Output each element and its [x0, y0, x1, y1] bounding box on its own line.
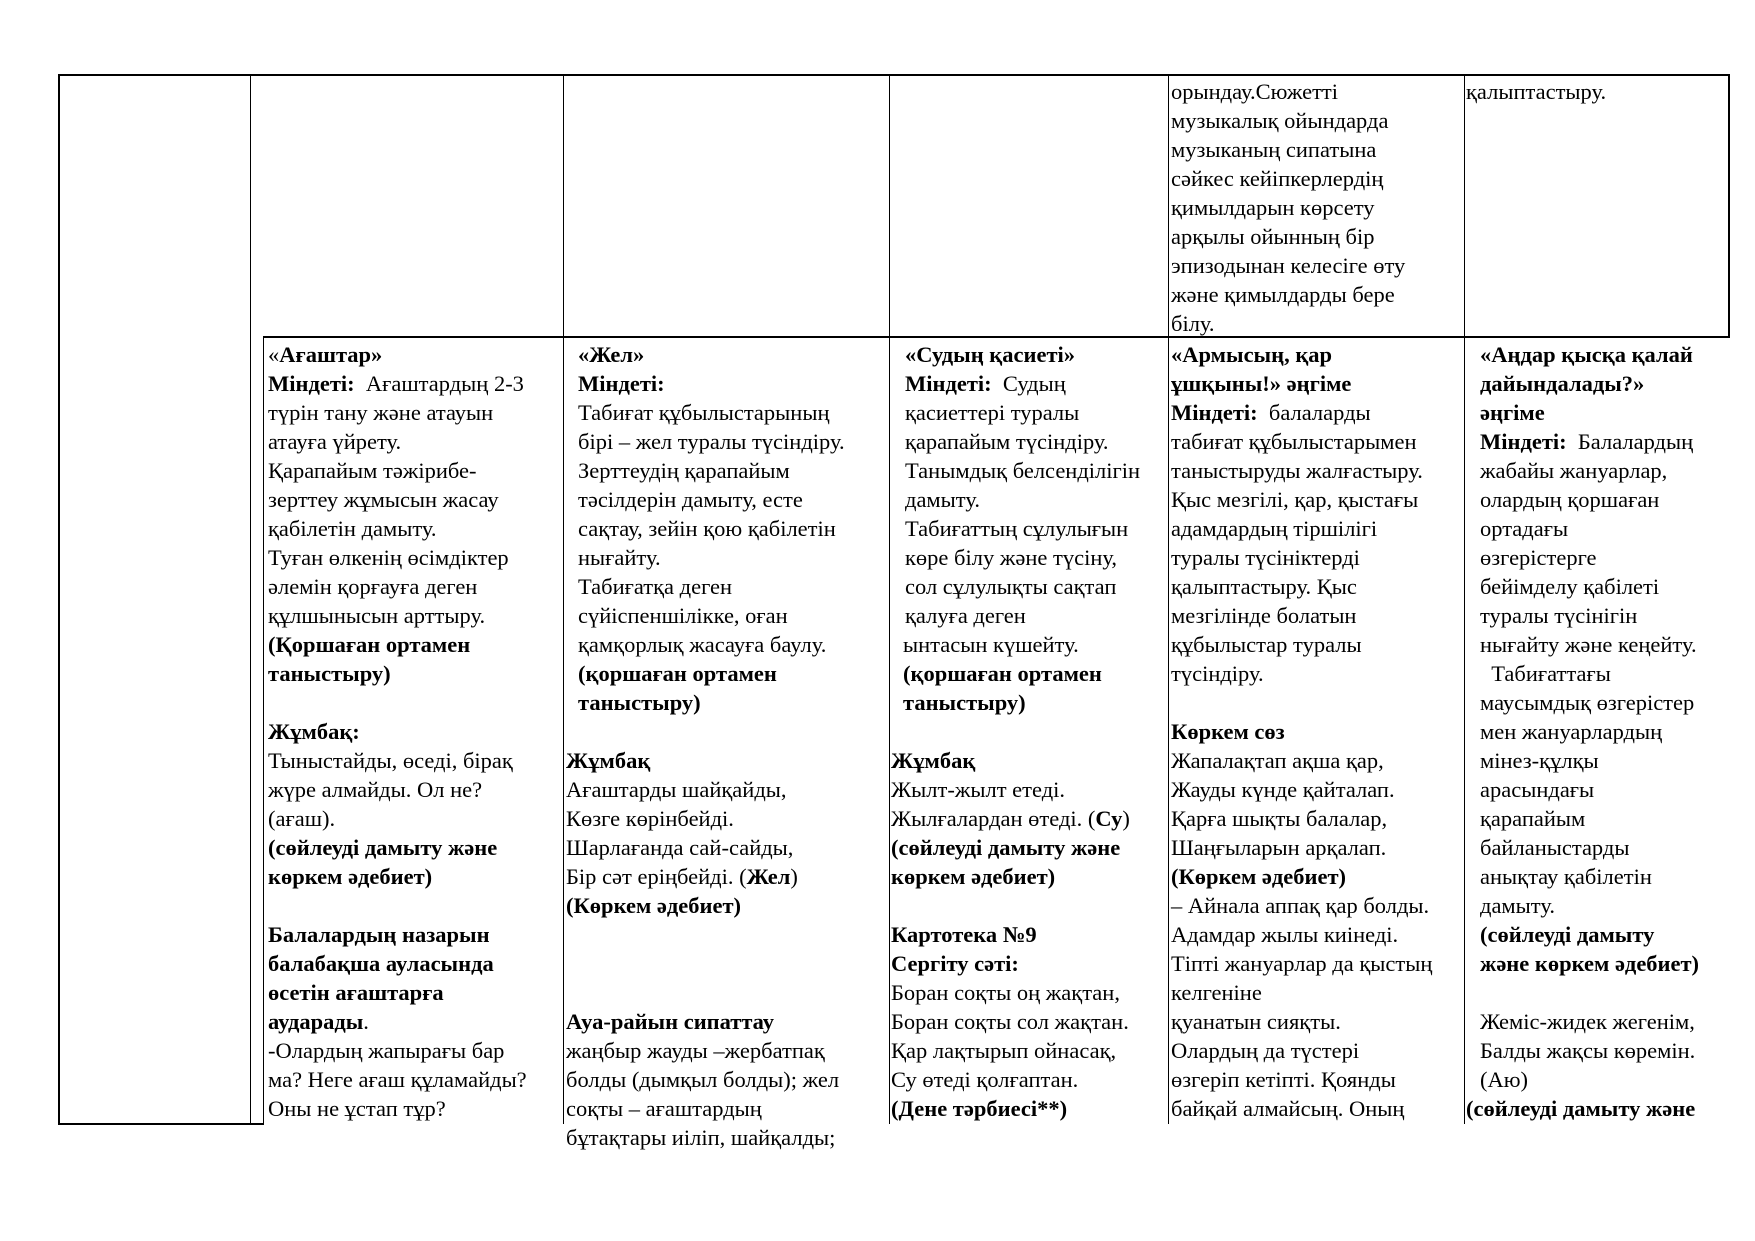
task-label: Міндеті: [578, 371, 665, 396]
subject-line: (Көркем әдебиет) [566, 893, 742, 918]
riddle-answer-line: Жылғалардан өтеді. (Су) [891, 806, 1130, 831]
text-line: қабілетін дамыту. [268, 516, 437, 541]
lesson-trees [268, 340, 527, 1123]
text-line: сол сұлулықты сақтап [905, 574, 1117, 599]
subject-line: таныстыру) [578, 690, 701, 715]
text-line: көре білу және түсіну, [905, 545, 1118, 570]
text-line: адамдардың тіршілігі [1171, 516, 1378, 541]
text-line: Жеміс-жидек жегенім, [1480, 1009, 1695, 1034]
text-line: бейімделу қабілеті [1480, 574, 1660, 599]
text-line: тәсілдерін дамыту, есте [578, 487, 803, 512]
text-line: түрін тану және атауын [268, 400, 494, 425]
lesson-title: «Жел» [578, 342, 645, 367]
lesson-wind [566, 340, 845, 1152]
text-line: өзгерістерге [1480, 545, 1597, 570]
text-line: құлшынысын арттыру. [268, 603, 486, 628]
text-line: Қарапайым тәжірибе- [268, 458, 477, 483]
text-line: Табиғатқа деген [578, 574, 733, 599]
text-line: эпизодынан келесіге өту [1171, 253, 1406, 278]
text-line: ынтасын күшейту. [903, 632, 1079, 657]
text-line: анықтау қабілетін [1480, 864, 1652, 889]
text-line: қарапайым [1480, 806, 1586, 831]
subject-line: (сөйлеуді дамыту және [268, 835, 498, 860]
text-line: -Олардың жапырағы бар [268, 1038, 505, 1063]
lesson-title: әңгіме [1480, 400, 1545, 425]
exercise-label: Сергіту сәті: [891, 951, 1019, 976]
subject-line: (қоршаған ортамен [578, 661, 777, 686]
table-top-border [58, 74, 1729, 76]
text-line: қалуға деген [905, 603, 1026, 628]
column-divider-5 [1168, 74, 1169, 1124]
subject-line: (Қоршаған ортамен [268, 632, 471, 657]
text-line: – Айнала аппақ қар болды. [1171, 893, 1430, 918]
column-divider-1b [250, 74, 251, 338]
riddle-label: Жұмбақ [891, 748, 976, 773]
text-line: Су өтеді қолғаптан. [891, 1067, 1079, 1092]
text-line: Табиғаттағы [1480, 661, 1611, 686]
text-line: Жылт-жылт етеді. [891, 777, 1066, 802]
text-line: түсіндіру. [1171, 661, 1264, 686]
text-line: білу. [1171, 311, 1215, 336]
riddle-answer-line: Бір сәт еріңбейді. (Жел) [566, 864, 798, 889]
text-line: дамыту. [905, 487, 980, 512]
riddle-label: Жұмбақ: [268, 719, 360, 744]
table-bottom-left-border [58, 1123, 264, 1125]
lesson-title: ұшқыны!» әңгіме [1171, 371, 1352, 396]
text-line: қалыптастыру. [1466, 79, 1607, 104]
text-line: жабайы жануарлар, [1480, 458, 1668, 483]
text-line: Туған өлкенің өсімдіктер [268, 545, 509, 570]
text-line: Адамдар жылы киінеді. [1171, 922, 1399, 947]
text-line: мен жануарлардың [1480, 719, 1663, 744]
text-line: сүйіспеншілікке, оған [578, 603, 788, 628]
text-line: олардың қоршаған [1480, 487, 1660, 512]
text-line: бірі – жел туралы түсіндіру. [578, 429, 845, 454]
text-line: қарапайым түсіндіру. [905, 429, 1109, 454]
lesson-animals [1466, 340, 1699, 1123]
row-divider [263, 336, 1730, 338]
text-line: Шаңғыларын арқалап. [1171, 835, 1387, 860]
text-line: байланыстарды [1480, 835, 1630, 860]
text-line: сақтау, зейін қою қабілетін [578, 516, 836, 541]
text-line: туралы түсінігін [1480, 603, 1638, 628]
subject-line: (сөйлеуді дамыту және [891, 835, 1121, 860]
table-left-border [58, 74, 60, 1124]
subject-line: (сөйлеуді дамыту [1480, 922, 1655, 947]
text-line: нығайту. [578, 545, 661, 570]
task-line: Міндеті: Балалардың [1480, 429, 1694, 454]
text-line: Табиғаттың сұлулығын [905, 516, 1129, 541]
text-line: Табиғат құбылыстарының [578, 400, 830, 425]
lesson-title: «Аңдар қысқа қалай [1480, 342, 1693, 367]
text-line: қимылдарын көрсету [1171, 195, 1375, 220]
text-line: музыкалық ойындарда [1171, 108, 1389, 133]
lesson-snowflake [1171, 340, 1432, 1123]
bold-line: өсетін ағаштарға [268, 980, 444, 1005]
text-line: Танымдық белсенділігін [905, 458, 1141, 483]
task-line: Міндеті: Ағаштардың 2-3 [268, 371, 524, 396]
text-line: болды (дымқыл болды); жел [566, 1067, 840, 1092]
text-line: Боран соқты сол жақтан. [891, 1009, 1129, 1034]
text-line: Шарлағанда сай-сайды, [566, 835, 794, 860]
lesson-title: дайындалады?» [1480, 371, 1645, 396]
text-line: (ағаш). [268, 806, 336, 831]
task-line: Міндеті: балаларды [1171, 400, 1371, 425]
text-line: Жауды күнде қайталап. [1171, 777, 1395, 802]
lesson-water [891, 340, 1140, 1123]
subject-line: (Көркем әдебиет) [1171, 864, 1347, 889]
text-line: қалыптастыру. Қыс [1171, 574, 1357, 599]
lesson-title: «Армысың, қар [1171, 342, 1333, 367]
text-line: соқты – ағаштардың [566, 1096, 762, 1121]
column-divider-3 [563, 74, 564, 1124]
text-line: әлемін қорғауға деген [268, 574, 478, 599]
text-line: дамыту. [1480, 893, 1555, 918]
weather-label: Ауа-райын сипаттау [566, 1009, 775, 1034]
text-line: Тіпті жануарлар да қыстың [1171, 951, 1433, 976]
text-line: жүре алмайды. Ол не? [268, 777, 483, 802]
text-line: келгеніне [1171, 980, 1262, 1005]
text-line: Ағаштарды шайқайды, [566, 777, 787, 802]
bold-line: Балалардың назарын [268, 922, 490, 947]
subject-line: көркем әдебиет) [268, 864, 433, 889]
text-line: Оны не ұстап тұр? [268, 1096, 446, 1121]
text-line: бұтақтары иіліп, шайқалды; [566, 1125, 836, 1150]
text-line: және қимылдарды бере [1171, 282, 1395, 307]
text-line: құбылыстар туралы [1171, 632, 1362, 657]
subject-line: (сөйлеуді дамыту және [1466, 1096, 1696, 1121]
text-line: музыканың сипатына [1171, 137, 1377, 162]
lesson-title: «Ағаштар» [268, 342, 383, 367]
text-line: мезгілінде болатын [1171, 603, 1357, 628]
text-line: жаңбыр жауды –жербатпақ [566, 1038, 825, 1063]
text-line: Боран соқты оң жақтан, [891, 980, 1120, 1005]
text-line: зерттеу жұмысын жасау [268, 487, 499, 512]
subject-line: және көркем әдебиет) [1480, 951, 1700, 976]
lesson-title: «Судың қасиеті» [905, 342, 1076, 367]
text-line: нығайту және кеңейту. [1480, 632, 1697, 657]
column-divider-6 [1464, 74, 1465, 1124]
text-line: (Аю) [1480, 1067, 1529, 1092]
subject-line: (қоршаған ортамен [903, 661, 1102, 686]
art-label: Көркем сөз [1171, 719, 1285, 744]
subject-line: (Дене тәрбиесі**) [891, 1096, 1068, 1121]
top-row-col5 [1171, 77, 1405, 338]
text-line: ортадағы [1480, 516, 1569, 541]
text-line: орындау.Сюжетті [1171, 79, 1338, 104]
bold-line-end: аударады. [268, 1009, 369, 1034]
text-line: Олардың да түстері [1171, 1038, 1360, 1063]
text-line: Тыныстайды, өседі, бірақ [268, 748, 513, 773]
text-line: Қар лақтырып ойнасақ, [891, 1038, 1117, 1063]
text-line: қамқорлық жасауға баулу. [578, 632, 827, 657]
column-divider-2 [263, 338, 264, 1124]
text-line: Қарға шықты балалар, [1171, 806, 1388, 831]
text-line: сәйкес кейіпкерлердің [1171, 166, 1384, 191]
text-line: Балды жақсы көремін. [1480, 1038, 1696, 1063]
column-divider-4 [889, 74, 890, 1124]
text-line: байқай алмайсың. Оның [1171, 1096, 1405, 1121]
bold-line: балабақша ауласында [268, 951, 494, 976]
text-line: Зерттеудің қарапайым [578, 458, 790, 483]
text-line: арасындағы [1480, 777, 1595, 802]
text-line: қасиеттері туралы [905, 400, 1080, 425]
text-line: ма? Неге ағаш құламайды? [268, 1067, 527, 1092]
subject-line: көркем әдебиет) [891, 864, 1056, 889]
subject-line: таныстыру) [268, 661, 391, 686]
riddle-label: Жұмбақ [566, 748, 651, 773]
text-line: Жапалақтап ақша қар, [1171, 748, 1384, 773]
text-line: Көзге көрінбейді. [566, 806, 734, 831]
top-row-col6 [1466, 77, 1606, 106]
subject-line: таныстыру) [903, 690, 1026, 715]
text-line: табиғат құбылыстарымен [1171, 429, 1417, 454]
text-line: атауға үйрету. [268, 429, 402, 454]
table-right-border [1728, 74, 1730, 338]
text-line: өзгеріп кетіпті. Қоянды [1171, 1067, 1396, 1092]
text-line: маусымдық өзгерістер [1480, 690, 1695, 715]
text-line: қуанатын сияқты. [1171, 1009, 1341, 1034]
task-line: Міндеті: Судың [905, 371, 1066, 396]
card-label: Картотека №9 [891, 922, 1037, 947]
text-line: таныстыруды жалғастыру. [1171, 458, 1423, 483]
text-line: арқылы ойынның бір [1171, 224, 1375, 249]
text-line: туралы түсініктерді [1171, 545, 1360, 570]
text-line: Қыс мезгілі, қар, қыстағы [1171, 487, 1419, 512]
text-line: мінез-құлқы [1480, 748, 1599, 773]
